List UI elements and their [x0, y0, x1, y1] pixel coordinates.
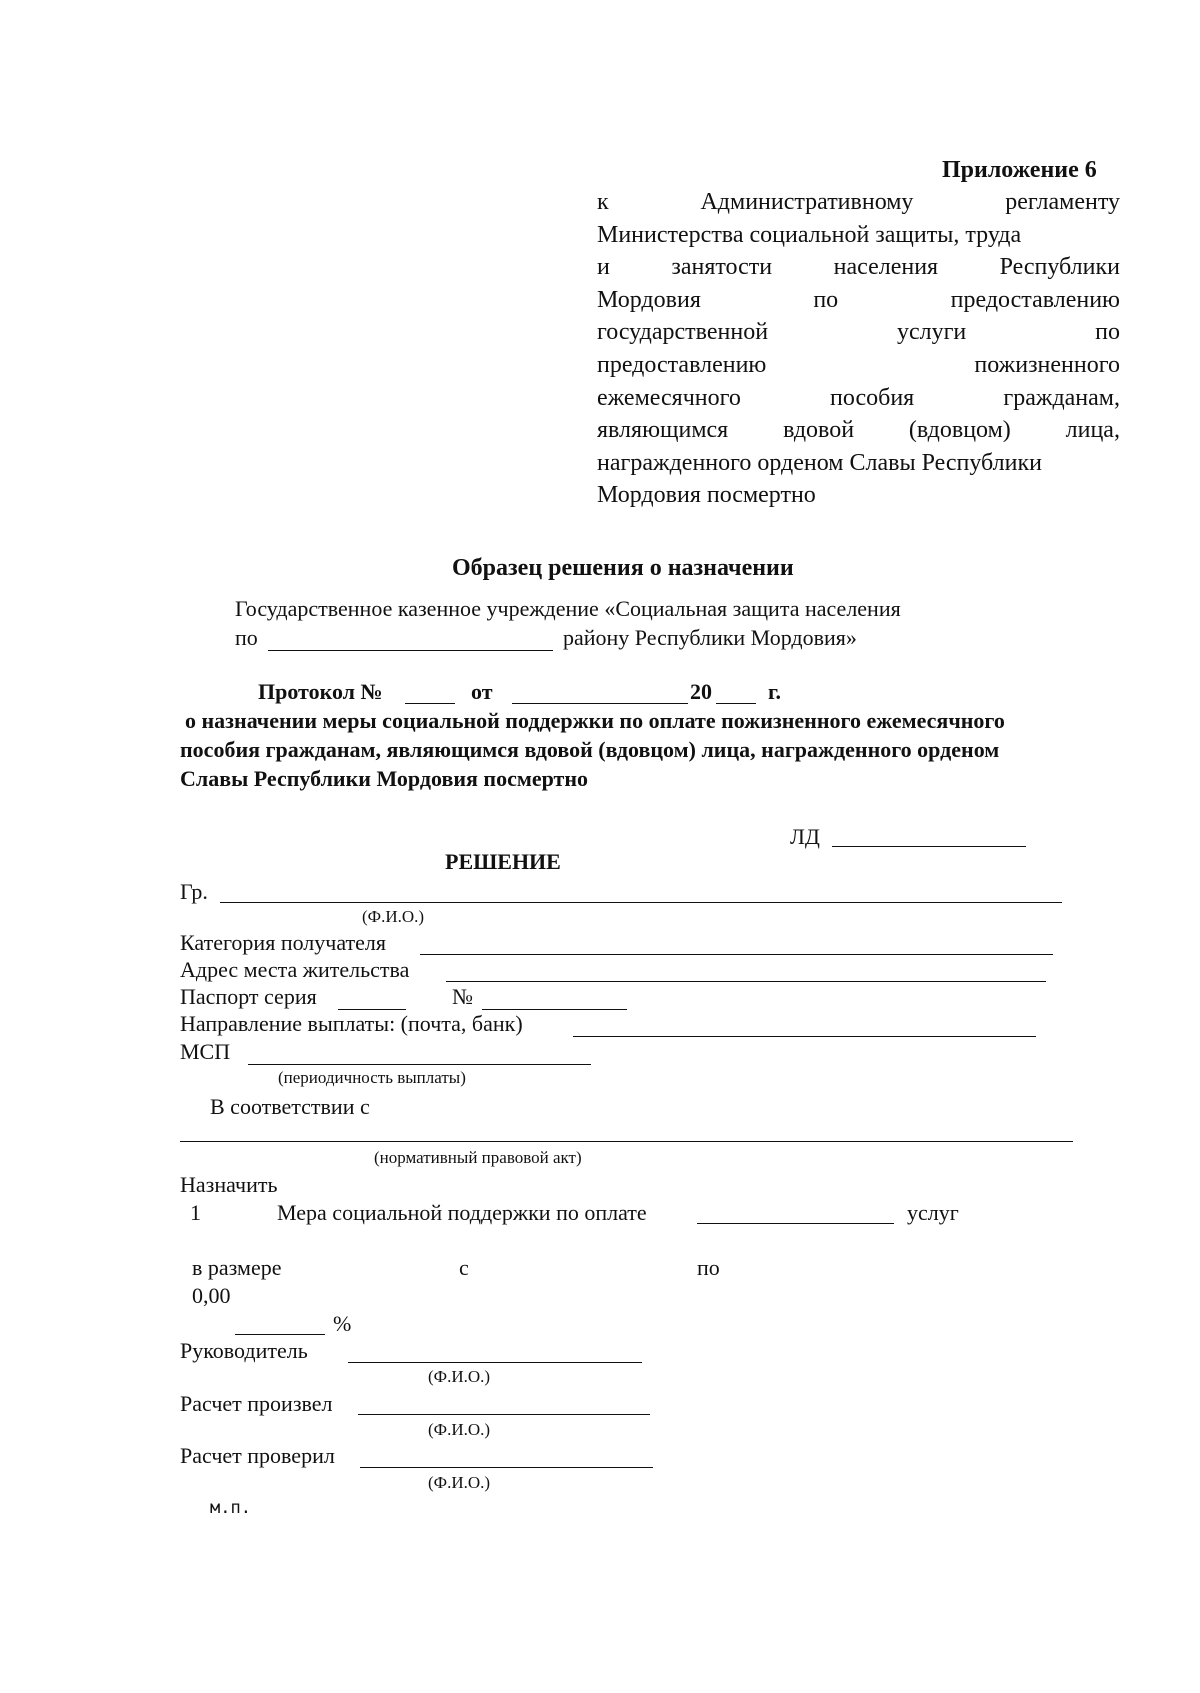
- decision-title: РЕШЕНИЕ: [445, 849, 561, 874]
- annex-line: [597, 251, 1120, 284]
- annex-word: населения: [833, 254, 939, 281]
- protocol-g: г.: [768, 679, 782, 704]
- checked-label: Расчет проверил: [180, 1443, 335, 1468]
- amount-label: в размере: [192, 1255, 282, 1280]
- document-title: Образец решения о назначении: [452, 555, 794, 581]
- annex-word: (вдовцом): [908, 417, 1011, 444]
- annex-word: пособия: [830, 384, 915, 411]
- protocol-subject-1: о назначении меры социальной поддержки по оплате пожизненного ежемесячного: [185, 708, 1005, 733]
- annex-word: награжденного орденом Славы Республики: [597, 449, 1042, 476]
- passport-number-field[interactable]: [482, 1009, 627, 1010]
- percent-field[interactable]: [235, 1334, 325, 1335]
- fio-field[interactable]: [220, 902, 1062, 903]
- annex-word: Мордовия посмертно: [597, 482, 816, 509]
- protocol-label: Протокол №: [258, 679, 383, 704]
- annex-line: [597, 414, 1120, 447]
- percent-sign: %: [333, 1311, 352, 1336]
- annex-line: [597, 219, 1120, 252]
- services-field[interactable]: [697, 1223, 894, 1224]
- ld-label: ЛД: [790, 824, 820, 849]
- ld-field[interactable]: [832, 846, 1026, 847]
- annex-word: предоставлению: [597, 351, 767, 378]
- head-label: Руководитель: [180, 1338, 308, 1363]
- calculated-signature-field[interactable]: [358, 1414, 650, 1415]
- passport-series-field[interactable]: [338, 1009, 406, 1010]
- protocol-ot: от: [471, 679, 493, 704]
- gr-label: Гр.: [180, 879, 208, 904]
- annex-word: гражданам,: [1003, 384, 1120, 411]
- district-field[interactable]: [268, 650, 553, 651]
- periodicity-hint: (периодичность выплаты): [278, 1068, 466, 1087]
- to-label: по: [697, 1255, 720, 1280]
- annex-word: Министерства социальной защиты, труда: [597, 221, 1022, 248]
- annex-line: [597, 316, 1120, 349]
- institution-po: по: [235, 625, 258, 650]
- protocol-subject-3: Славы Республики Мордовия посмертно: [180, 766, 589, 791]
- annex-word: ежемесячного: [597, 384, 741, 411]
- address-label: Адрес места жительства: [180, 957, 410, 982]
- annex-line: [597, 479, 1120, 512]
- according-label: В соответствии с: [210, 1094, 370, 1119]
- annex-word: Мордовия: [597, 286, 701, 313]
- measure-label: Мера социальной поддержки по оплате: [277, 1200, 647, 1225]
- checked-fio-hint: (Ф.И.О.): [428, 1473, 491, 1492]
- category-field[interactable]: [420, 954, 1053, 955]
- annex-title: Приложение 6: [942, 157, 1097, 183]
- protocol-year: 20: [690, 679, 712, 704]
- protocol-number-field[interactable]: [405, 703, 455, 704]
- passport-number-sign: №: [452, 984, 473, 1009]
- annex-word: по: [1095, 319, 1120, 346]
- item-number: 1: [190, 1200, 201, 1225]
- fio-hint: (Ф.И.О.): [362, 907, 425, 926]
- annex-word: являющимся: [597, 417, 729, 444]
- services-label: услуг: [907, 1200, 959, 1225]
- annex-word: Административному: [700, 189, 914, 215]
- protocol-subject-2: пособия гражданам, являющимся вдовой (вдовцом) лица, награжденного орденом: [180, 737, 1000, 762]
- annex-word: предоставлению: [950, 286, 1120, 313]
- msp-label: МСП: [180, 1039, 231, 1064]
- annex-word: к: [597, 189, 609, 215]
- legal-act-field[interactable]: [180, 1141, 1073, 1142]
- assign-label: Назначить: [180, 1172, 278, 1197]
- annex-reference: [597, 186, 1120, 512]
- annex-word: услуги: [896, 319, 967, 346]
- annex-word: по: [813, 286, 839, 313]
- amount-value: 0,00: [192, 1283, 231, 1308]
- act-hint: (нормативный правовой акт): [374, 1148, 582, 1167]
- institution-line-2: району Республики Мордовия»: [563, 625, 857, 650]
- annex-line: [597, 284, 1120, 317]
- payment-direction-label: Направление выплаты: (почта, банк): [180, 1011, 523, 1036]
- payment-direction-field[interactable]: [573, 1036, 1036, 1037]
- head-fio-hint: (Ф.И.О.): [428, 1367, 491, 1386]
- protocol-date-field[interactable]: [512, 703, 688, 704]
- annex-word: занятости: [671, 254, 773, 281]
- annex-line: [597, 447, 1120, 480]
- checked-signature-field[interactable]: [360, 1467, 653, 1468]
- annex-line: [597, 382, 1120, 415]
- annex-word: Республики: [999, 254, 1120, 281]
- institution-line-1: Государственное казенное учреждение «Социальная защита населения: [235, 596, 901, 621]
- annex-line: [597, 349, 1120, 382]
- calculated-fio-hint: (Ф.И.О.): [428, 1420, 491, 1439]
- annex-line: [597, 186, 1120, 219]
- calculated-label: Расчет произвел: [180, 1391, 333, 1416]
- head-signature-field[interactable]: [348, 1362, 642, 1363]
- msp-field[interactable]: [248, 1064, 591, 1065]
- address-field[interactable]: [446, 981, 1046, 982]
- category-label: Категория получателя: [180, 930, 387, 955]
- stamp-label: м.п.: [210, 1498, 251, 1518]
- annex-word: регламенту: [1005, 189, 1120, 215]
- annex-word: и: [597, 254, 610, 281]
- protocol-year-field[interactable]: [716, 703, 756, 704]
- annex-word: государственной: [597, 319, 769, 346]
- annex-word: пожизненного: [974, 351, 1120, 378]
- passport-label: Паспорт серия: [180, 984, 317, 1009]
- annex-word: лица,: [1065, 417, 1120, 444]
- annex-word: вдовой: [783, 417, 855, 444]
- from-label: с: [459, 1255, 469, 1280]
